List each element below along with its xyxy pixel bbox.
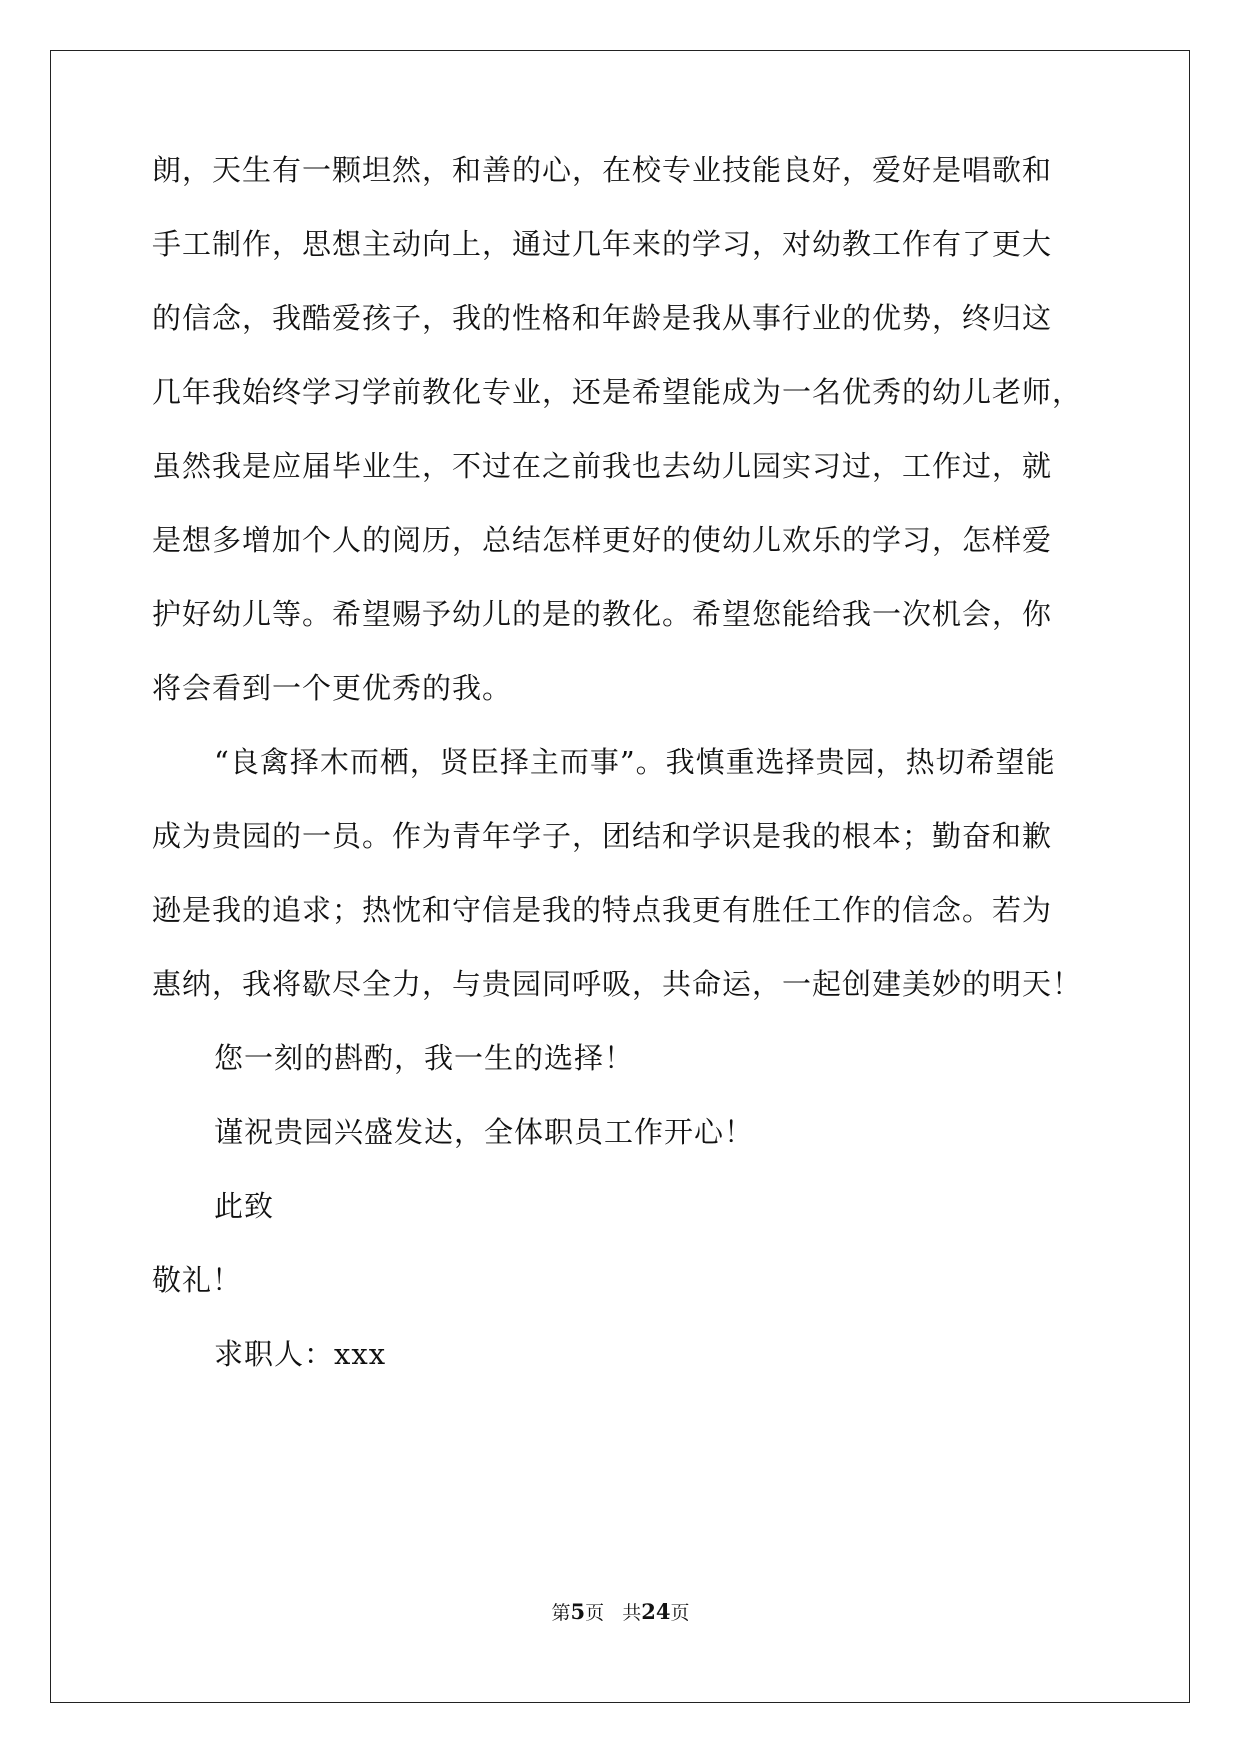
body-line: 虽然我是应届毕业生，不过在之前我也去幼儿园实习过，工作过，就 [152,449,1053,483]
page-footer [0,1600,1241,1625]
body-line: 是想多增加个人的阅历，总结怎样更好的使幼儿欢乐的学习，怎样爱 [152,523,1053,557]
page-prefix: 第 [551,1602,571,1624]
paragraph-start: “良禽择木而栖，贤臣择主而事”。我慎重选择贵园，热切希望能 [214,745,1056,779]
body-line: 逊是我的追求；热忱和守信是我的特点我更有胜任工作的信念。若为 [152,893,1053,927]
page-number: 5 [570,1599,586,1624]
page-suffix: 页 [585,1602,605,1624]
body-line: 朗，天生有一颗坦然，和善的心，在校专业技能良好，爱好是唱歌和 [152,153,1053,187]
body-line: 手工制作，思想主动向上，通过几年来的学习，对幼教工作有了更大 [152,227,1053,261]
body-line: 护好幼儿等。希望赐予幼儿的是的教化。希望您能给我一次机会，你 [152,597,1053,631]
total-suffix: 页 [670,1602,690,1624]
body-line: 的信念，我酷爱孩子，我的性格和年龄是我从事行业的优势，终归这 [152,301,1053,335]
salutation-jingli: 敬礼！ [152,1263,243,1297]
body-line: 几年我始终学习学前教化专业，还是希望能成为一名优秀的幼儿老师， [152,375,1083,409]
closing-line: 您一刻的斟酌，我一生的选择！ [214,1041,635,1075]
salutation-cizhi: 此致 [214,1189,275,1223]
body-line: 将会看到一个更优秀的我。 [152,671,513,705]
body-line: 惠纳，我将歇尽全力，与贵园同呼吸，共命运，一起创建美妙的明天！ [152,967,1083,1001]
total-prefix: 共 [622,1602,642,1624]
total-pages: 24 [641,1599,671,1624]
closing-line: 谨祝贵园兴盛发达，全体职员工作开心！ [214,1115,755,1149]
body-line: 成为贵园的一员。作为青年学子，团结和学识是我的根本；勤奋和歉 [152,819,1053,853]
signature-line: 求职人：xxx [214,1337,387,1371]
